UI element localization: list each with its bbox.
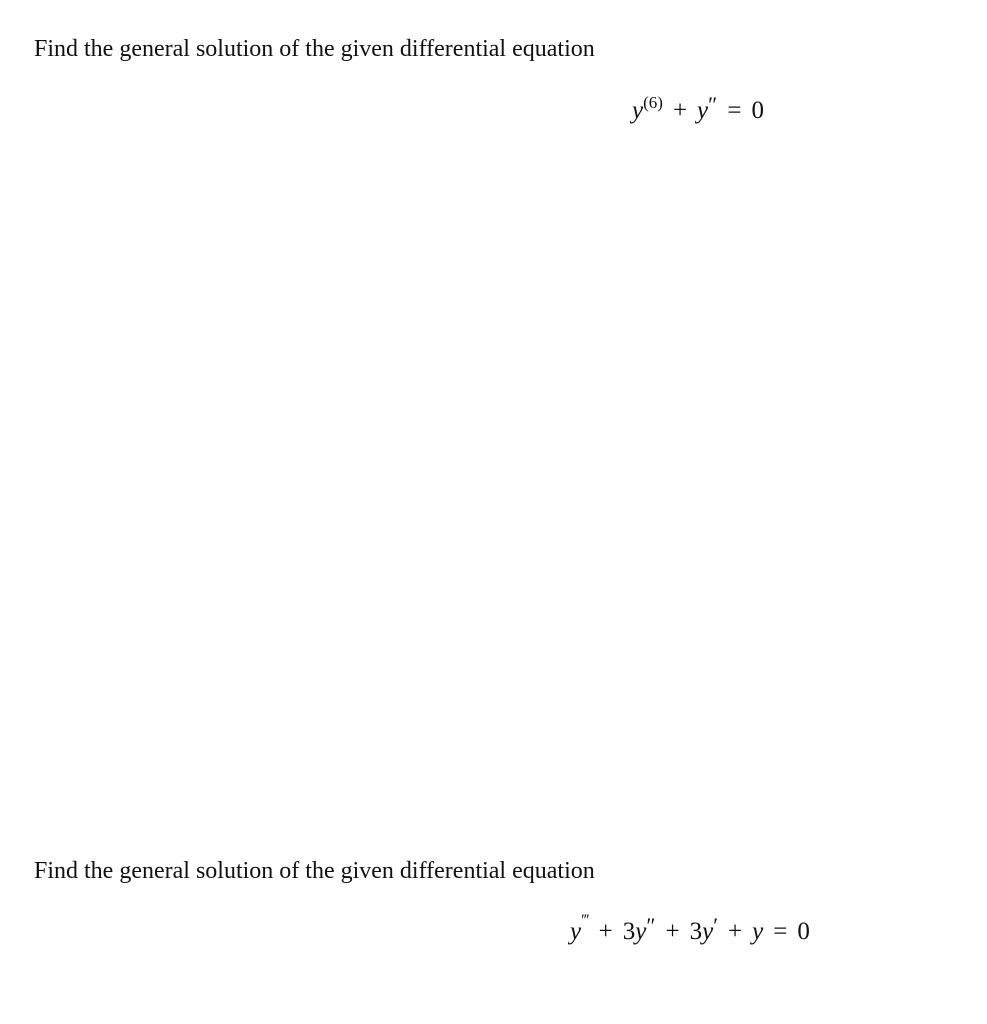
- eq1-order-superscript: (6): [643, 93, 663, 112]
- eq2-y: y: [570, 918, 582, 945]
- eq2-plus-3: +: [728, 918, 743, 945]
- eq1-rhs: 0: [751, 97, 764, 124]
- eq1-y: y: [632, 97, 644, 124]
- problem-1-equation: [632, 92, 764, 126]
- eq2-double-prime: ″: [646, 913, 656, 938]
- eq2-triple-prime: ′′′: [581, 912, 589, 929]
- eq1-y-second: y: [697, 97, 709, 124]
- problem-1-instruction: Find the general solution of the given differential equation: [34, 36, 595, 62]
- eq2-single-prime: ′: [713, 913, 719, 938]
- problem-2-instruction: Find the general solution of the given differential equation: [34, 858, 595, 884]
- eq2-coef-3a: 3: [622, 918, 636, 945]
- eq2-y-plain: y: [752, 918, 764, 945]
- eq2-coef-3b: 3: [689, 918, 703, 945]
- eq1-double-prime: ″: [708, 92, 718, 117]
- eq2-y-first: y: [702, 918, 714, 945]
- eq2-plus-1: +: [598, 918, 613, 945]
- eq2-y-second: y: [635, 918, 647, 945]
- eq1-plus: +: [672, 97, 688, 124]
- eq2-equals: =: [773, 918, 788, 945]
- problem-2-equation: [570, 912, 810, 947]
- eq2-rhs: 0: [797, 918, 810, 945]
- eq1-equals: =: [727, 97, 742, 124]
- eq2-plus-2: +: [665, 918, 680, 945]
